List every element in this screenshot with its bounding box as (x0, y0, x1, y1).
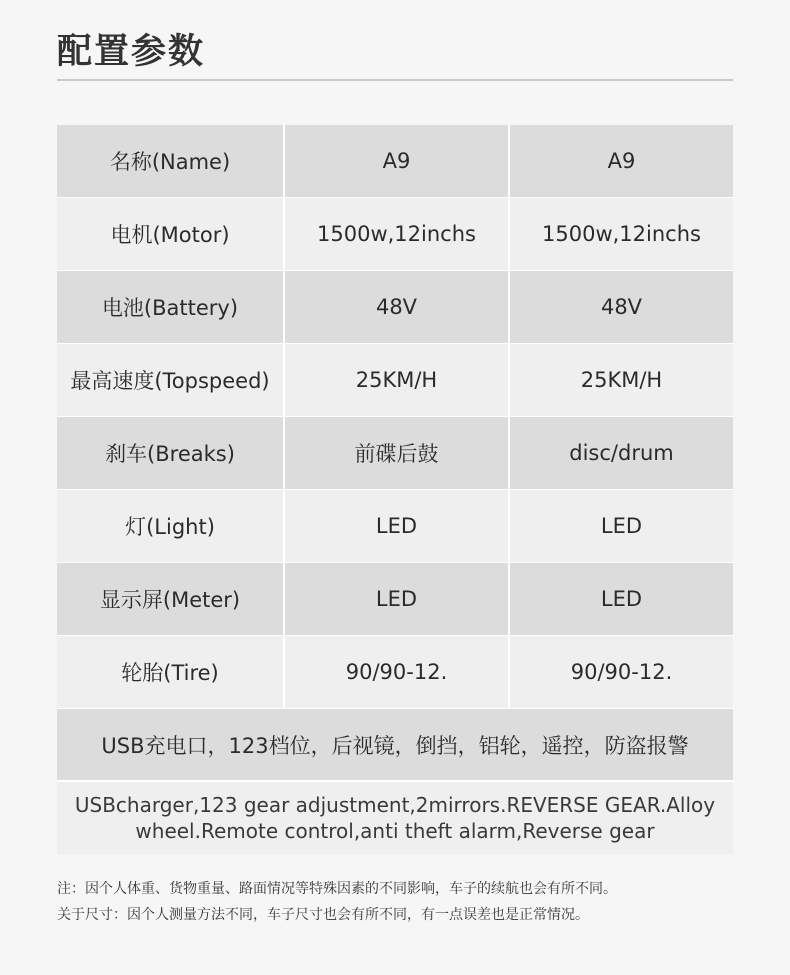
row-value-1: 前碟后鼓 (283, 417, 508, 489)
row-label: 灯(Light) (125, 515, 215, 539)
title-divider (57, 79, 733, 81)
table-row (57, 271, 733, 344)
notes (57, 876, 747, 928)
features-english-line-2: wheel.Remote control,anti theft alarm,Reverse gear (135, 819, 655, 843)
table-row (57, 417, 733, 490)
row-value-2: 25KM/H (508, 344, 733, 416)
row-label: 名称(Name) (109, 150, 231, 174)
row-value-2: 90/90-12. (508, 636, 733, 708)
row-value-1: LED (283, 563, 508, 635)
row-label: 显示屏(Meter) (99, 588, 241, 612)
table-row (57, 125, 733, 198)
row-value-2: 48V (508, 271, 733, 343)
table-row (57, 563, 733, 636)
features-english (57, 782, 733, 854)
note-size: 关于尺寸：因个人测量方法不同，车子尺寸也会有所不同，有一点误差也是正常情况。 (57, 907, 589, 923)
row-value-2: A9 (508, 125, 733, 197)
row-label: 刹车(Breaks) (105, 442, 235, 466)
row-value-1: 90/90-12. (283, 636, 508, 708)
row-value-1: A9 (283, 125, 508, 197)
row-value-1: 1500w,12inchs (283, 198, 508, 270)
row-value-2: LED (508, 490, 733, 562)
row-label: 电机(Motor) (110, 223, 230, 247)
table-row (57, 490, 733, 563)
row-label: 最高速度(Topspeed) (70, 369, 270, 393)
row-label: 轮胎(Tire) (121, 661, 219, 685)
row-value-1: LED (283, 490, 508, 562)
page-title: 配置参数 (57, 32, 206, 72)
features-english-line-1: USBcharger,123 gear adjustment,2mirrors.REVERSE GEAR.Alloy (74, 793, 716, 817)
row-value-2: LED (508, 563, 733, 635)
row-label: 电池(Battery) (101, 296, 239, 320)
note-range: 注：因个人体重、货物重量、路面情况等特殊因素的不同影响，车子的续航也会有所不同。 (57, 881, 617, 897)
spec-table (57, 125, 733, 854)
row-value-1: 48V (283, 271, 508, 343)
table-row (57, 344, 733, 417)
row-value-2: disc/drum (508, 417, 733, 489)
row-value-2: 1500w,12inchs (508, 198, 733, 270)
table-row (57, 198, 733, 271)
features-chinese: USB充电口，123档位，后视镜，倒挡，铝轮，遥控，防盗报警 (57, 709, 733, 782)
table-row (57, 636, 733, 709)
row-value-1: 25KM/H (283, 344, 508, 416)
